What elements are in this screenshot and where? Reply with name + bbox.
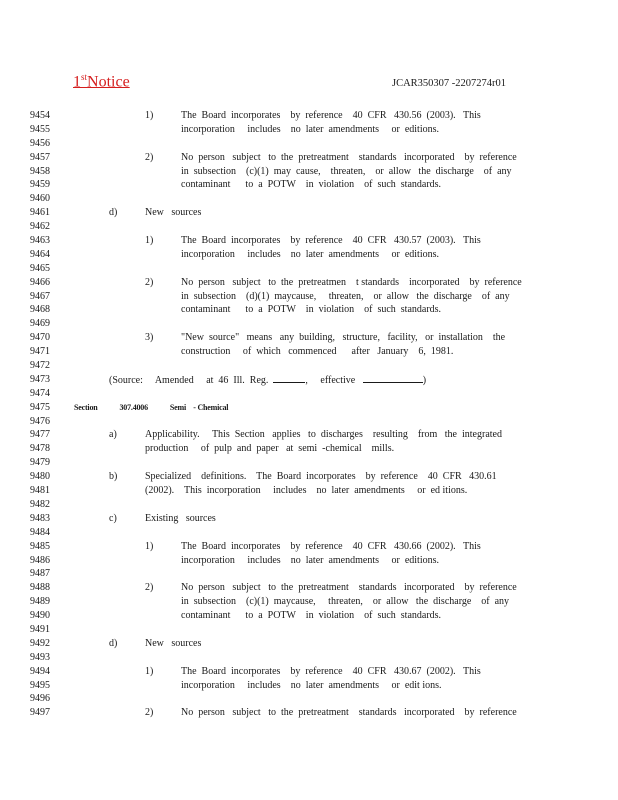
line-number: 9459 [30, 179, 50, 191]
line-9461 [0, 206, 618, 220]
line-9484 [0, 526, 618, 540]
line-9493 [0, 651, 618, 665]
line-number: 9455 [30, 123, 50, 135]
line-number: 9461 [30, 207, 50, 219]
line-number: 9458 [30, 165, 50, 177]
line-text: "New source" means any building, structure, facility, or installation the [181, 332, 506, 344]
line-number: 9466 [30, 276, 50, 288]
line-9491 [0, 623, 618, 637]
line-text: incorporation includes no later amendments or editions. [181, 248, 439, 260]
item-marker: d) [109, 637, 118, 649]
line-number: 9460 [30, 193, 50, 205]
line-9463 [0, 234, 618, 248]
item-marker: 1) [145, 235, 154, 247]
line-number: 9492 [30, 637, 50, 649]
line-9489 [0, 595, 618, 609]
line-9462 [0, 220, 618, 234]
line-number: 9469 [30, 318, 50, 330]
section-label: Section [74, 402, 98, 412]
line-9469 [0, 317, 618, 331]
notice-number: 1 [73, 73, 81, 91]
line-number: 9472 [30, 360, 50, 372]
item-marker: 1) [145, 540, 154, 552]
line-text: New sources [145, 207, 202, 219]
line-9475 [0, 401, 618, 415]
line-text: in subsection (c)(1) maycause, threaten, or allow the discharge of any [181, 596, 510, 608]
line-number: 9496 [30, 693, 50, 705]
line-9455 [0, 123, 618, 137]
line-text: The Board incorporates by reference 40 CFR 430.66 (2002). This [181, 540, 481, 552]
line-9477 [0, 428, 618, 442]
item-marker: c) [109, 512, 117, 524]
line-number: 9462 [30, 221, 50, 233]
line-text: No person subject to the pretreatment standards incorporated by reference [181, 582, 517, 594]
line-9459 [0, 178, 618, 192]
source-closing: ) [422, 374, 427, 386]
page-header [0, 72, 618, 96]
line-text: No person subject to the pretreatment standards incorporated by reference [181, 707, 517, 719]
item-marker: 2) [145, 276, 154, 288]
line-number: 9491 [30, 623, 50, 635]
line-9474 [0, 387, 618, 401]
line-number: 9467 [30, 290, 50, 302]
item-marker: a) [109, 429, 117, 441]
line-9479 [0, 456, 618, 470]
line-text: incorporation includes no later amendments or editions. [181, 123, 439, 135]
line-9460 [0, 192, 618, 206]
line-number: 9471 [30, 346, 50, 358]
section-number: 307.4006 [119, 402, 148, 412]
line-9486 [0, 554, 618, 568]
line-text: Existing sources [145, 512, 216, 524]
line-text: production of pulp and paper at semi -chemical mills. [145, 443, 395, 455]
line-number: 9479 [30, 457, 50, 469]
line-text: in subsection (c)(1) may cause, threaten, or allow the discharge of any [181, 165, 512, 177]
line-number: 9464 [30, 248, 50, 260]
line-9487 [0, 567, 618, 581]
line-number: 9476 [30, 415, 50, 427]
line-text: Specialized definitions. The Board incorporates by reference 40 CFR 430.61 [145, 471, 497, 483]
line-number: 9486 [30, 554, 50, 566]
line-9481 [0, 484, 618, 498]
line-number: 9488 [30, 582, 50, 594]
line-text: contaminant to a POTW in violation of such standards. [181, 179, 442, 191]
line-text: incorporation includes no later amendments or edit ions. [181, 679, 442, 691]
item-marker: b) [109, 471, 118, 483]
line-number: 9470 [30, 332, 50, 344]
line-9467 [0, 290, 618, 304]
line-number: 9484 [30, 526, 50, 538]
item-marker: 2) [145, 151, 154, 163]
line-9488 [0, 581, 618, 595]
line-number: 9456 [30, 137, 50, 149]
line-text: construction of which commenced after January 6, 1981. [181, 346, 454, 358]
line-number: 9495 [30, 679, 50, 691]
line-9456 [0, 137, 618, 151]
line-text: The Board incorporates by reference 40 CFR 430.67 (2002). This [181, 665, 481, 677]
document-id: JCAR350307 -2207274r01 [392, 78, 507, 89]
line-text: contaminant to a POTW in violation of such standards. [181, 304, 442, 316]
line-number: 9487 [30, 568, 50, 580]
line-text: The Board incorporates by reference 40 CFR 430.56 (2003). This [181, 110, 481, 121]
register-page-blank [273, 373, 305, 383]
effective-date-blank [363, 373, 423, 383]
line-9494 [0, 665, 618, 679]
line-number: 9485 [30, 540, 50, 552]
line-9482 [0, 498, 618, 512]
section-heading [74, 401, 228, 415]
line-9470 [0, 331, 618, 345]
item-marker: 1) [145, 110, 154, 121]
line-9483 [0, 512, 618, 526]
line-text: No person subject to the pretreatmen t standards incorporated by reference [181, 276, 522, 288]
line-number: 9465 [30, 262, 50, 274]
line-number: 9478 [30, 443, 50, 455]
item-marker: d) [109, 207, 118, 219]
line-number: 9475 [30, 401, 50, 413]
line-9485 [0, 540, 618, 554]
line-number: 9454 [30, 110, 50, 121]
line-number: 9497 [30, 707, 50, 719]
line-9457 [0, 151, 618, 165]
line-9468 [0, 303, 618, 317]
item-marker: 3) [145, 332, 154, 344]
line-9492 [0, 637, 618, 651]
line-number: 9477 [30, 429, 50, 441]
line-number: 9494 [30, 665, 50, 677]
line-text: incorporation includes no later amendments or editions. [181, 554, 439, 566]
line-number: 9473 [30, 373, 50, 385]
line-number: 9463 [30, 235, 50, 247]
line-9472 [0, 359, 618, 373]
line-9480 [0, 470, 618, 484]
line-number: 9480 [30, 471, 50, 483]
item-marker: 2) [145, 582, 154, 594]
line-number: 9489 [30, 596, 50, 608]
line-9490 [0, 609, 618, 623]
line-9464 [0, 248, 618, 262]
line-text: No person subject to the pretreatment standards incorporated by reference [181, 151, 517, 163]
line-9496 [0, 692, 618, 706]
line-9466 [0, 276, 618, 290]
line-9495 [0, 679, 618, 693]
line-9458 [0, 165, 618, 179]
line-text: contaminant to a POTW in violation of such standards. [181, 610, 442, 622]
line-number: 9468 [30, 304, 50, 316]
line-9473 [0, 373, 618, 387]
notice-ordinal-suffix: st [81, 72, 88, 82]
document-body [0, 109, 618, 720]
line-number: 9482 [30, 498, 50, 510]
line-9471 [0, 345, 618, 359]
line-9465 [0, 262, 618, 276]
line-number: 9457 [30, 151, 50, 163]
line-text: in subsection (d)(1) maycause, threaten, or allow the discharge of any [181, 290, 510, 302]
line-number: 9481 [30, 485, 50, 497]
line-number: 9490 [30, 610, 50, 622]
source-note [109, 373, 426, 388]
line-text: The Board incorporates by reference 40 CFR 430.57 (2003). This [181, 235, 481, 247]
line-text: (2002). This incorporation includes no later amendments or ed itions. [145, 485, 468, 497]
line-text: Applicability. This Section applies to discharges resulting from the integrated [145, 429, 502, 441]
first-notice-label [73, 72, 144, 91]
line-9476 [0, 415, 618, 429]
line-9478 [0, 442, 618, 456]
item-marker: 1) [145, 665, 154, 677]
line-number: 9493 [30, 651, 50, 663]
line-9454 [0, 109, 618, 123]
line-9497 [0, 706, 618, 720]
line-number: 9474 [30, 387, 50, 399]
line-number: 9483 [30, 512, 50, 524]
section-title: Semi - Chemical [169, 402, 229, 412]
source-effective-text: , effective [305, 374, 356, 386]
line-text: New sources [145, 637, 202, 649]
item-marker: 2) [145, 707, 154, 719]
notice-word: Notice [87, 73, 130, 91]
source-text: (Source: Amended at 46 Ill. Reg. [109, 374, 269, 386]
